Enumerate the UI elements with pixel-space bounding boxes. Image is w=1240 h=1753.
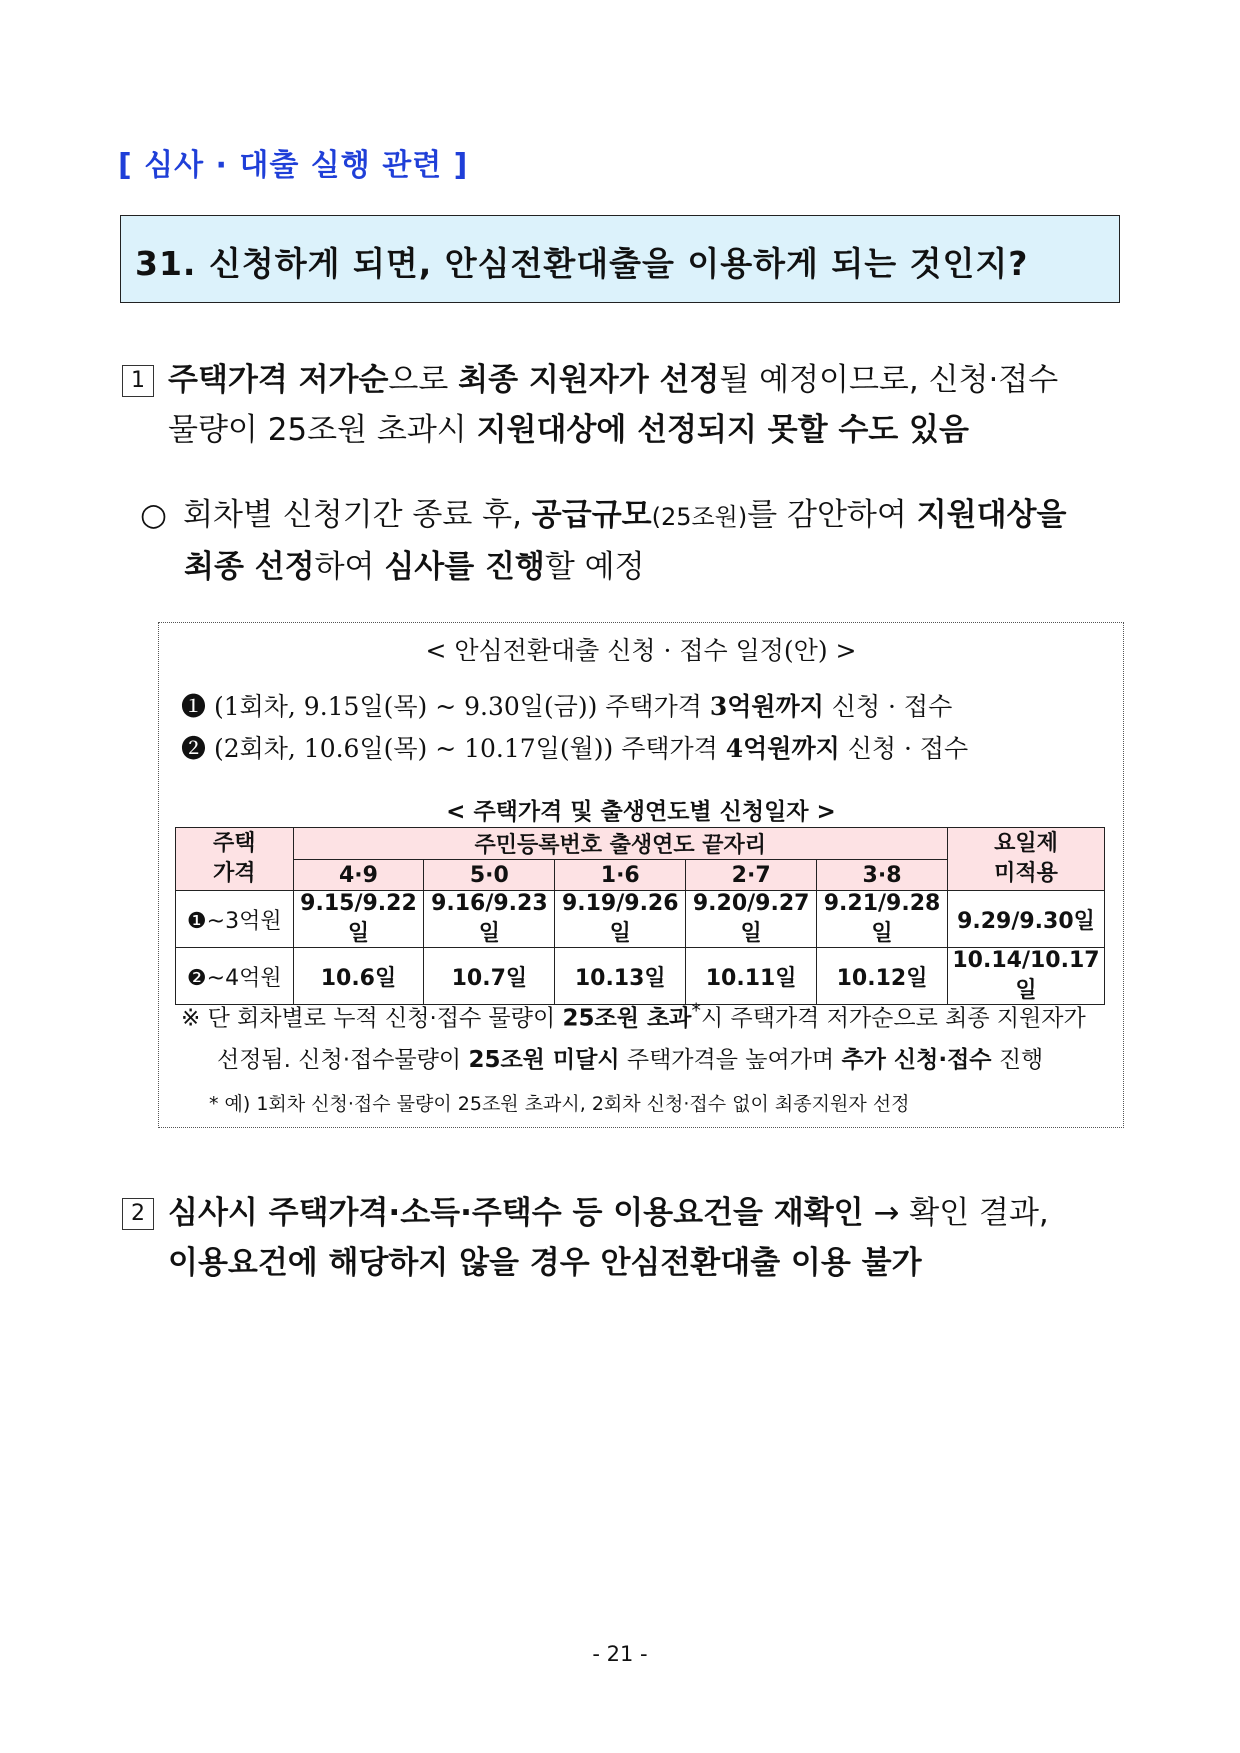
subnote: * 예) 1회차 신청·접수 물량이 25조원 초과시, 2회차 신청·접수 없이 최종지원자 선정 xyxy=(209,1093,910,1115)
sub-item-1-line-1 xyxy=(140,490,1130,542)
text: ※ 단 회차별로 누적 신청·접수 물량이 xyxy=(181,1005,563,1032)
text: 진행 xyxy=(991,1047,1044,1073)
item-1 xyxy=(122,355,1132,455)
digit-header: 2·7 xyxy=(686,860,817,891)
page-number: - 21 - xyxy=(592,1642,648,1666)
footnote-mark: * xyxy=(691,999,701,1022)
table-cell: 9.21/9.28일 xyxy=(817,891,948,948)
note-line-2 xyxy=(217,1041,1043,1074)
text: 시 주택가격 저가순으로 최종 지원자가 xyxy=(700,1005,1086,1032)
table-cell: 9.20/9.27일 xyxy=(686,891,817,948)
text-small: (25조원) xyxy=(651,503,748,531)
text: 신청 · 접수 xyxy=(823,692,953,721)
text: 를 감안하여 xyxy=(747,497,917,533)
text: ❷ (2회차, 10.6일(목) ~ 10.17일(월)) 주택가격 xyxy=(181,734,726,763)
question-title: 31. 신청하게 되면, 안심전환대출을 이용하게 되는 것인지? xyxy=(135,244,1029,283)
text: 물량이 25조원 초과시 xyxy=(168,412,477,448)
text: 으로 xyxy=(388,362,459,398)
text-bold: 3억원까지 xyxy=(709,692,824,721)
text-bold: 공급규모 xyxy=(531,497,652,533)
row-label: ❷~4억원 xyxy=(176,948,294,1005)
item-number-box: 2 xyxy=(122,1198,154,1230)
text: 주택가격을 높여가며 xyxy=(619,1047,842,1073)
table-cell: 9.29/9.30일 xyxy=(947,891,1104,948)
text: 선정됨. 신청·접수물량이 xyxy=(217,1047,469,1073)
text: 하여 xyxy=(314,549,385,585)
schedule-table xyxy=(175,827,1105,1005)
item-2-line-1 xyxy=(122,1188,1132,1238)
item-1-line-1 xyxy=(122,355,1132,405)
digit-header: 1·6 xyxy=(555,860,686,891)
table-cell: 10.7일 xyxy=(424,948,555,1005)
note-line-1 xyxy=(181,999,1086,1033)
schedule-box xyxy=(158,622,1124,1128)
row-label: ❶~3억원 xyxy=(176,891,294,948)
digit-header: 5·0 xyxy=(424,860,555,891)
header-birth-digit: 주민등록번호 출생연도 끝자리 xyxy=(293,828,947,860)
text-bold: 심사시 주택가격·소득·주택수 등 이용요건을 재확인 xyxy=(168,1195,864,1231)
schedule-title: < 안심전환대출 신청 · 접수 일정(안) > xyxy=(425,636,857,665)
text: → 확인 결과, xyxy=(863,1195,1049,1231)
text-bold: 주택가격 저가순 xyxy=(168,362,389,398)
table-cell: 10.14/10.17일 xyxy=(947,948,1104,1005)
bullet-icon: ○ xyxy=(140,497,168,533)
table-cell: 9.19/9.26일 xyxy=(555,891,686,948)
header-nondate: 요일제 미적용 xyxy=(947,828,1104,891)
table-cell: 9.16/9.23일 xyxy=(424,891,555,948)
table-cell: 10.12일 xyxy=(817,948,948,1005)
text-bold: 최종 선정 xyxy=(184,549,315,585)
text-bold: 추가 신청·접수 xyxy=(841,1047,992,1073)
sub-item-1 xyxy=(140,490,1130,592)
sub-item-1-line-2 xyxy=(140,542,1130,592)
text: 될 예정이므로, 신청·접수 xyxy=(719,362,1059,398)
table-row xyxy=(176,948,1105,1005)
table-row xyxy=(176,891,1105,948)
text: 할 예정 xyxy=(544,549,645,585)
table-cell: 10.11일 xyxy=(686,948,817,1005)
header-price: 주택 가격 xyxy=(176,828,294,891)
text: ❶ (1회차, 9.15일(목) ~ 9.30일(금)) 주택가격 xyxy=(181,692,710,721)
digit-header: 4·9 xyxy=(293,860,424,891)
item-2 xyxy=(122,1188,1132,1288)
table-cell: 10.6일 xyxy=(293,948,424,1005)
question-box xyxy=(120,215,1120,303)
item-1-line-2 xyxy=(122,405,1132,455)
text-bold: 최종 지원자가 선정 xyxy=(458,362,720,398)
text-bold: 4억원까지 xyxy=(725,734,840,763)
text-bold: 심사를 진행 xyxy=(384,549,545,585)
schedule-round-2 xyxy=(181,729,968,765)
section-heading: [ 심사 · 대출 실행 관련 ] xyxy=(118,148,469,183)
table-cell: 9.15/9.22일 xyxy=(293,891,424,948)
item-2-line-2: 이용요건에 해당하지 않을 경우 안심전환대출 이용 불가 xyxy=(168,1245,922,1281)
text-bold: 25조원 초과 xyxy=(562,1005,692,1032)
text: 회차별 신청기간 종료 후, xyxy=(183,497,532,533)
text-bold: 지원대상을 xyxy=(916,497,1067,533)
text-bold: 25조원 미달시 xyxy=(468,1047,620,1073)
table-cell: 10.13일 xyxy=(555,948,686,1005)
digit-header: 3·8 xyxy=(817,860,948,891)
text-bold: 지원대상에 선정되지 못할 수도 있음 xyxy=(476,412,969,448)
text: 신청 · 접수 xyxy=(839,734,969,763)
table-title: < 주택가격 및 출생연도별 신청일자 > xyxy=(446,799,836,825)
schedule-round-1 xyxy=(181,687,952,723)
item-number-box: 1 xyxy=(122,365,154,397)
